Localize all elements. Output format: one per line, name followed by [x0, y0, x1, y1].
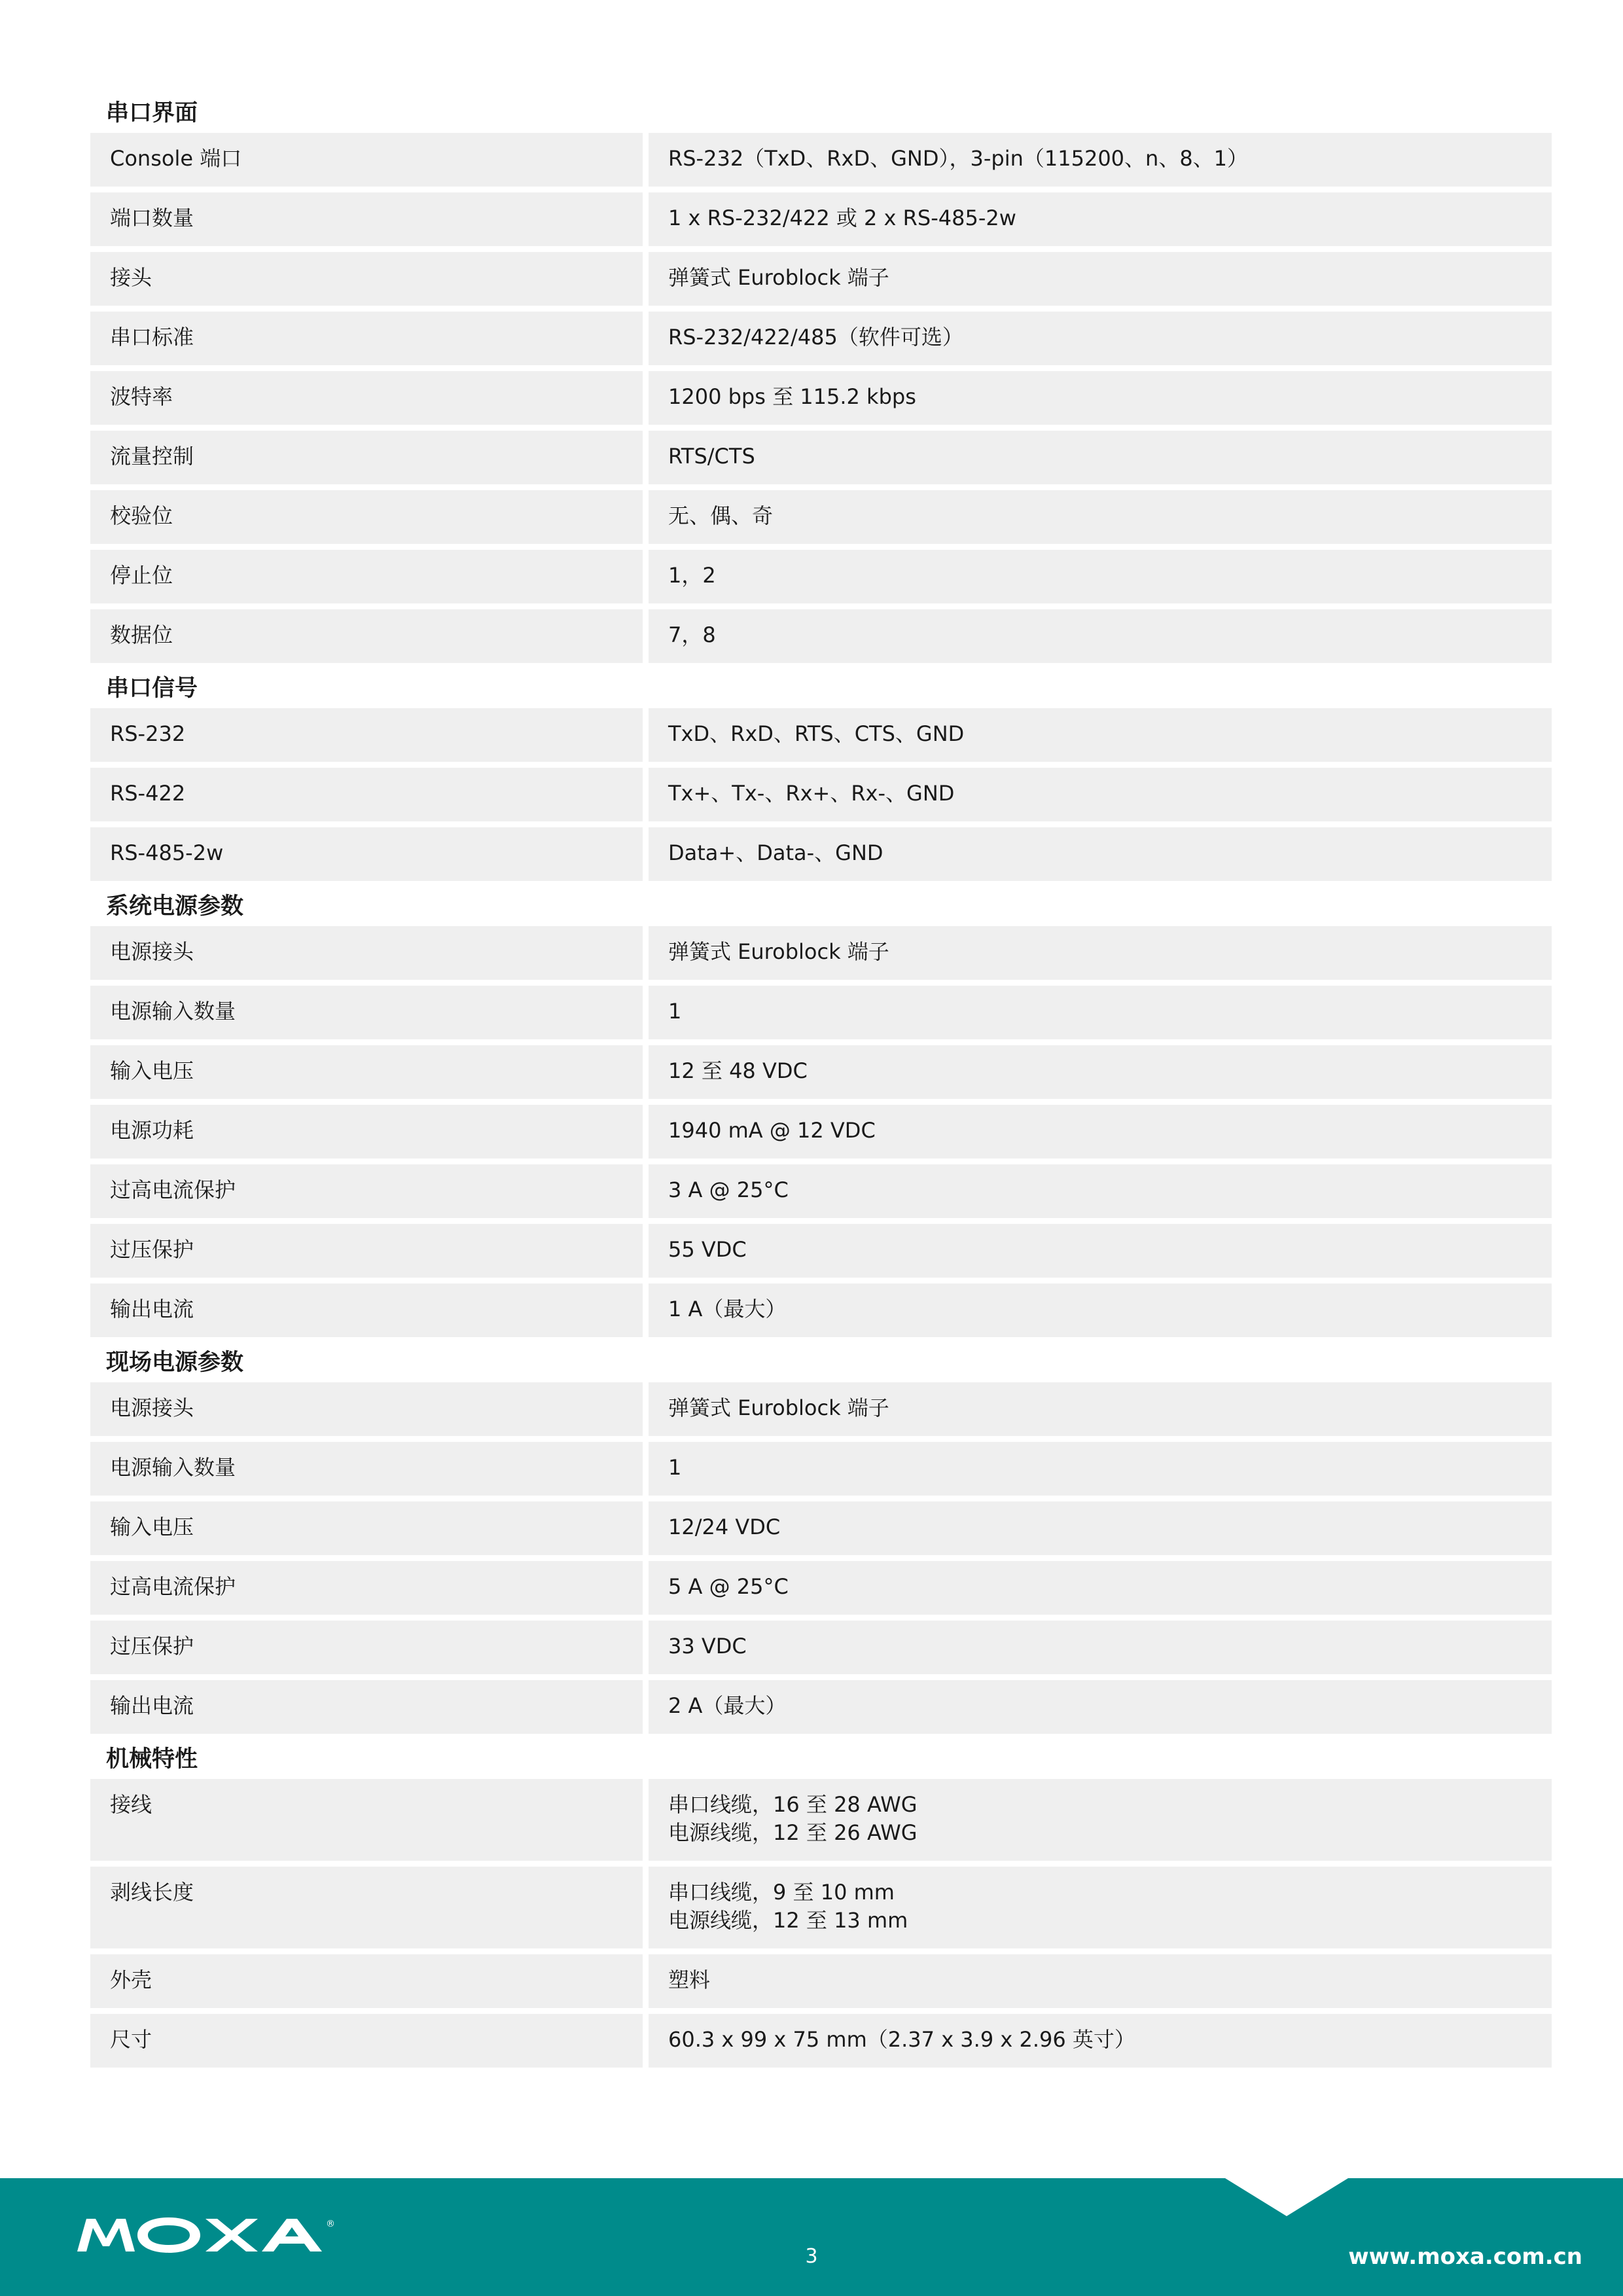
svg-text:®: ® [326, 2219, 335, 2229]
spec-value: 7，8 [649, 609, 1552, 663]
spec-value: TxD、RxD、RTS、CTS、GND [649, 708, 1552, 762]
spec-label: 尺寸 [90, 2014, 643, 2068]
spec-row [90, 1045, 1552, 1099]
spec-label: 输入电压 [90, 1045, 643, 1099]
spec-row [90, 252, 1552, 306]
page-footer [0, 2178, 1623, 2296]
spec-label: 输出电流 [90, 1283, 643, 1337]
spec-label: 电源功耗 [90, 1105, 643, 1158]
spec-row [90, 192, 1552, 246]
spec-label: 输入电压 [90, 1501, 643, 1555]
spec-label: 停止位 [90, 550, 643, 603]
section-title: 系统电源参数 [106, 893, 244, 920]
spec-value: 33 VDC [649, 1621, 1552, 1674]
spec-value: 12 至 48 VDC [649, 1045, 1552, 1099]
spec-value: 1 [649, 1442, 1552, 1496]
spec-row [90, 431, 1552, 484]
spec-row [90, 1621, 1552, 1674]
spec-row [90, 827, 1552, 881]
spec-row [90, 1283, 1552, 1337]
spec-row [90, 1224, 1552, 1278]
spec-label: RS-422 [90, 768, 643, 821]
spec-sheet [90, 88, 1552, 2073]
spec-value: 塑料 [649, 1954, 1552, 2008]
spec-value: 55 VDC [649, 1224, 1552, 1278]
spec-label: 端口数量 [90, 192, 643, 246]
spec-value: RS-232（TxD、RxD、GND），3-pin（115200、n、8、1） [649, 133, 1552, 187]
spec-row [90, 1954, 1552, 2008]
spec-row [90, 1561, 1552, 1615]
spec-label: 电源输入数量 [90, 1442, 643, 1496]
spec-row [90, 312, 1552, 365]
spec-label: 过高电流保护 [90, 1561, 643, 1615]
spec-value: 弹簧式 Euroblock 端子 [649, 1382, 1552, 1436]
spec-value: 1 x RS-232/422 或 2 x RS-485-2w [649, 192, 1552, 246]
spec-value: 无、偶、奇 [649, 490, 1552, 544]
spec-value: RTS/CTS [649, 431, 1552, 484]
spec-value: 1，2 [649, 550, 1552, 603]
spec-row [90, 2014, 1552, 2068]
spec-value: 5 A @ 25°C [649, 1561, 1552, 1615]
spec-value: 2 A（最大） [649, 1680, 1552, 1734]
spec-value: RS-232/422/485（软件可选） [649, 312, 1552, 365]
website-url[interactable]: www.moxa.com.cn [1348, 2244, 1582, 2270]
spec-label: 波特率 [90, 371, 643, 425]
spec-label: RS-232 [90, 708, 643, 762]
spec-row [90, 133, 1552, 187]
spec-value: 3 A @ 25°C [649, 1164, 1552, 1218]
spec-row [90, 609, 1552, 663]
spec-value: 串口线缆，9 至 10 mm 电源线缆，12 至 13 mm [649, 1867, 1552, 1948]
spec-row [90, 1867, 1552, 1948]
spec-label: 接头 [90, 252, 643, 306]
spec-label: 过高电流保护 [90, 1164, 643, 1218]
section-title: 串口界面 [106, 100, 198, 126]
spec-label: 数据位 [90, 609, 643, 663]
spec-value: 串口线缆，16 至 28 AWG 电源线缆，12 至 26 AWG [649, 1779, 1552, 1861]
spec-value: 1200 bps 至 115.2 kbps [649, 371, 1552, 425]
spec-row [90, 1382, 1552, 1436]
spec-row [90, 926, 1552, 980]
spec-value: 1 [649, 986, 1552, 1039]
spec-label: 过压保护 [90, 1224, 643, 1278]
moxa-logo [77, 2216, 352, 2269]
spec-label: 流量控制 [90, 431, 643, 484]
spec-value: Data+、Data-、GND [649, 827, 1552, 881]
spec-value: 1 A（最大） [649, 1283, 1552, 1337]
spec-row [90, 768, 1552, 821]
spec-label: 接线 [90, 1779, 643, 1861]
spec-value: 弹簧式 Euroblock 端子 [649, 252, 1552, 306]
spec-label: 电源接头 [90, 926, 643, 980]
spec-row [90, 371, 1552, 425]
page-number: 3 [805, 2245, 818, 2268]
spec-label: 过压保护 [90, 1621, 643, 1674]
spec-label: 电源接头 [90, 1382, 643, 1436]
spec-label: 串口标准 [90, 312, 643, 365]
spec-row [90, 1442, 1552, 1496]
section-title: 机械特性 [106, 1746, 198, 1772]
section-title: 串口信号 [106, 675, 198, 702]
spec-value: 弹簧式 Euroblock 端子 [649, 926, 1552, 980]
footer-notch [1225, 2178, 1348, 2216]
spec-value: Tx+、Tx-、Rx+、Rx-、GND [649, 768, 1552, 821]
spec-label: Console 端口 [90, 133, 643, 187]
spec-value: 60.3 x 99 x 75 mm（2.37 x 3.9 x 2.96 英寸） [649, 2014, 1552, 2068]
spec-row [90, 1164, 1552, 1218]
spec-row [90, 1680, 1552, 1734]
spec-row [90, 550, 1552, 603]
spec-row [90, 1105, 1552, 1158]
spec-label: 外壳 [90, 1954, 643, 2008]
spec-label: 校验位 [90, 490, 643, 544]
spec-value: 12/24 VDC [649, 1501, 1552, 1555]
spec-value: 1940 mA @ 12 VDC [649, 1105, 1552, 1158]
spec-label: 剥线长度 [90, 1867, 643, 1948]
spec-row [90, 708, 1552, 762]
section-title: 现场电源参数 [106, 1350, 244, 1376]
spec-label: 输出电流 [90, 1680, 643, 1734]
spec-row [90, 1501, 1552, 1555]
spec-row [90, 1779, 1552, 1861]
spec-row [90, 490, 1552, 544]
spec-label: RS-485-2w [90, 827, 643, 881]
spec-label: 电源输入数量 [90, 986, 643, 1039]
spec-row [90, 986, 1552, 1039]
